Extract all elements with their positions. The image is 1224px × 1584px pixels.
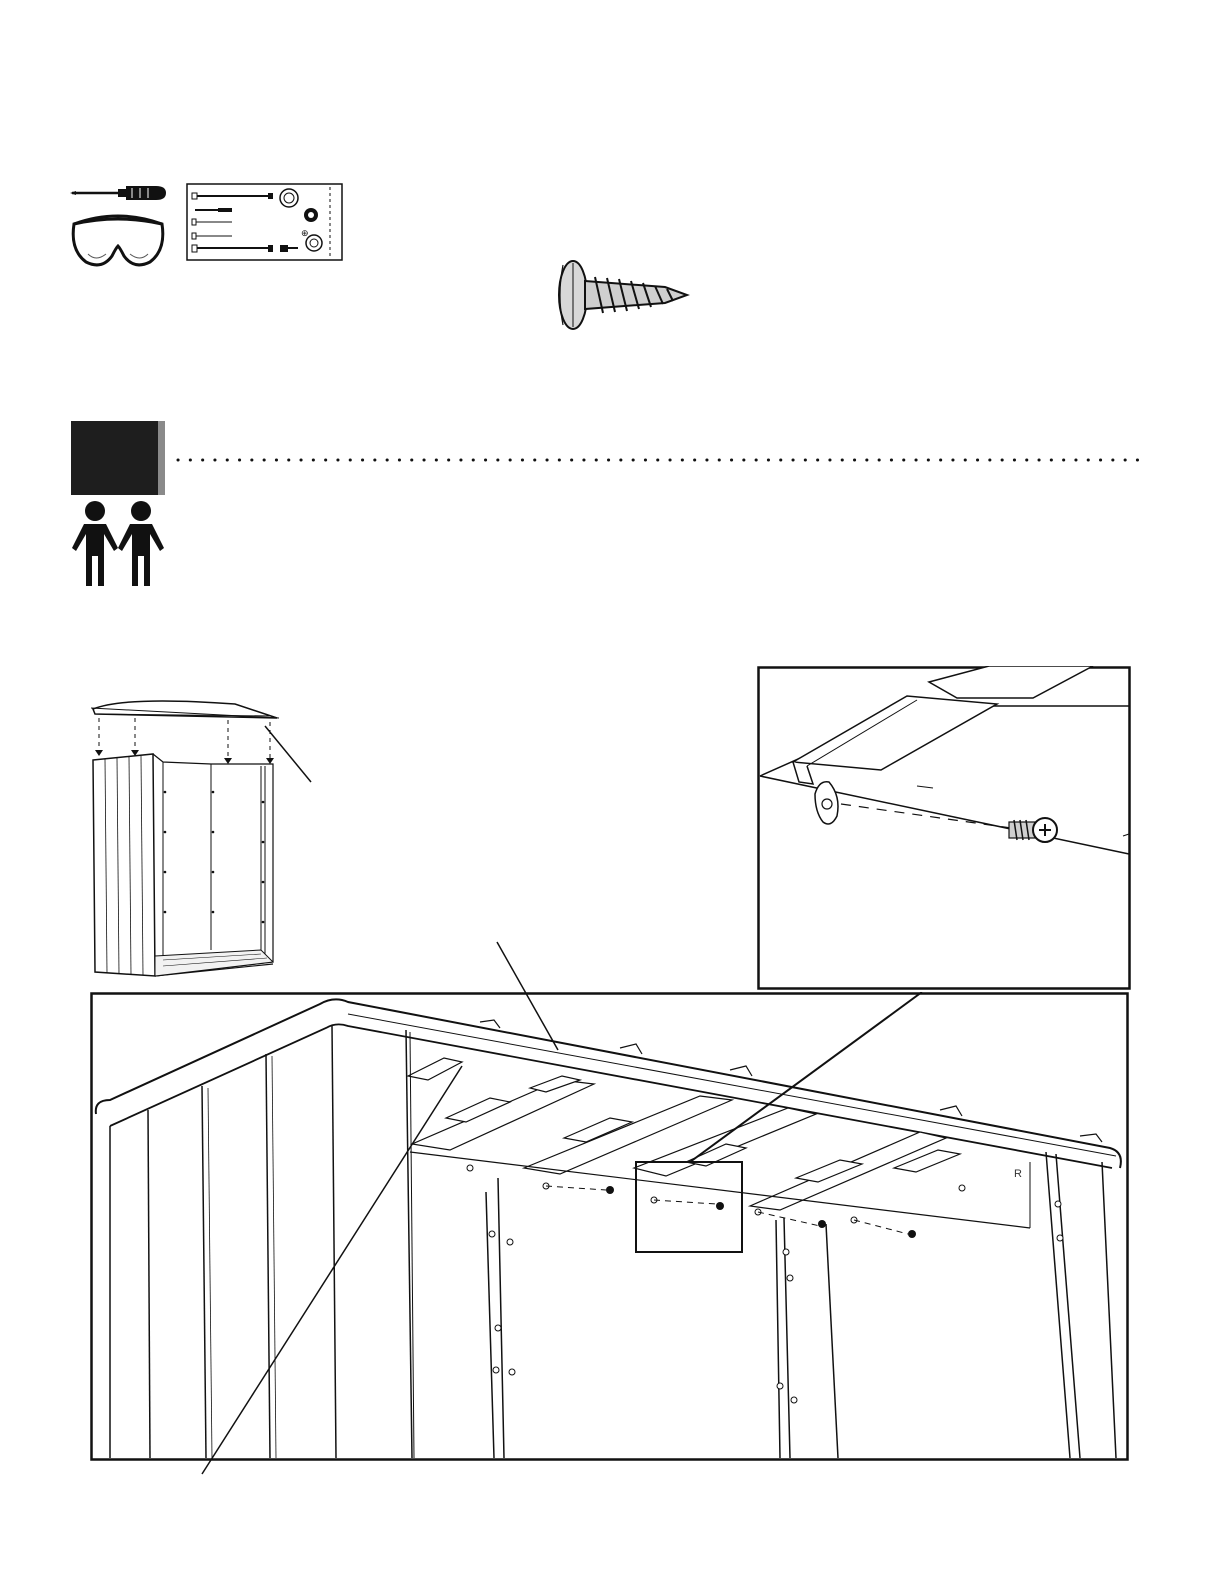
svg-text:⊕: ⊕: [301, 228, 309, 238]
detail-label: R: [1014, 1168, 1022, 1180]
